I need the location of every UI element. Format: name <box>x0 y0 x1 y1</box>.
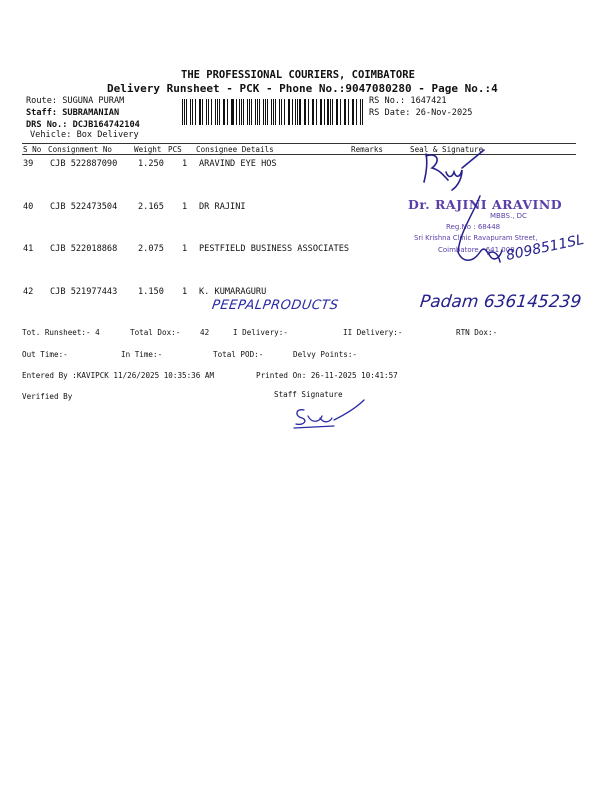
barcode-bar <box>279 99 280 125</box>
barcode-bar <box>292 99 293 125</box>
barcode-bar <box>356 99 357 125</box>
row-weight: 2.165 <box>138 202 164 212</box>
barcode-bar <box>236 99 237 125</box>
row-pcs: 1 <box>182 244 188 254</box>
in-time: In Time:- <box>121 350 163 359</box>
table-header-rule <box>22 154 576 155</box>
rs-date: RS Date: 26-Nov-2025 <box>369 108 473 118</box>
row-consignee: PESTFIELD BUSINESS ASSOCIATES <box>199 244 350 254</box>
stamp-name: Dr. RAJINI ARAVIND <box>408 197 563 212</box>
barcode-bar <box>259 99 260 125</box>
col-header-pcs: PCS <box>168 145 182 154</box>
row-weight: 2.075 <box>138 244 164 254</box>
ii-delivery: II Delivery:- <box>343 328 403 337</box>
staff-label: Staff: SUBRAMANIAN <box>26 108 120 118</box>
tot-runsheet: Tot. Runsheet:- 4 <box>22 328 100 337</box>
table-top-rule <box>22 143 576 144</box>
row-sno: 40 <box>23 202 34 212</box>
entered-by: Entered By :KAVIPCK 11/26/2025 10:35:36 AM <box>22 371 215 380</box>
drs-number: DRS No.: DCJB164742104 <box>26 120 140 130</box>
handwritten-recipient: Padam 636145239 <box>418 292 583 312</box>
col-header-sno: S No <box>23 145 42 154</box>
barcode-bar <box>332 99 333 125</box>
stamp-reg: Reg.No : 68448 <box>446 223 501 231</box>
col-header-consignee: Consignee Details <box>196 145 274 154</box>
total-dox-label: Total Dox:- <box>130 328 181 337</box>
stamp-city: Coimbatore - 641 008 <box>438 246 515 254</box>
rtn-dox: RTN Dox:- <box>456 328 498 337</box>
barcode-bar <box>327 99 328 125</box>
row-consignee: K. KUMARAGURU <box>199 287 267 297</box>
barcode-bar <box>190 99 191 125</box>
barcode-bar <box>227 99 228 125</box>
row-pcs: 1 <box>182 202 188 212</box>
rs-number: RS No.: 1647421 <box>369 96 447 106</box>
staff-signature <box>286 396 366 432</box>
row-consignee: ARAVIND EYE HOS <box>199 159 277 169</box>
row-sno: 39 <box>23 159 34 169</box>
row-sno: 42 <box>23 287 34 297</box>
total-dox-value: 42 <box>200 328 210 337</box>
company-title: THE PROFESSIONAL COURIERS, COIMBATORE <box>181 69 415 81</box>
runsheet-subtitle: Delivery Runsheet - PCK - Phone No.:9047080280 - Page No.:4 <box>107 82 498 95</box>
i-delivery: I Delivery:- <box>233 328 288 337</box>
col-header-seal-signature: Seal & Signature <box>410 145 484 154</box>
stamp-clinic: Sri Krishna Clinic Ravapuram Street, <box>414 234 538 242</box>
row-weight: 1.150 <box>138 287 164 297</box>
barcode-bar <box>353 99 354 125</box>
barcode-bar <box>305 99 306 125</box>
barcode-bar <box>299 99 300 125</box>
barcode-bar <box>182 99 183 125</box>
barcode-bar <box>206 99 207 125</box>
row-weight: 1.250 <box>138 159 164 169</box>
row-consignee: DR RAJINI <box>199 202 246 212</box>
out-time: Out Time:- <box>22 350 68 359</box>
staff-signature-label: Staff Signature <box>274 390 343 399</box>
barcode-bar <box>202 99 203 125</box>
signature-row-39 <box>418 146 488 196</box>
col-header-consignment: Consignment No <box>48 145 113 154</box>
barcode-bar <box>251 99 252 125</box>
barcode-bar <box>211 99 212 125</box>
barcode-bar <box>284 99 285 125</box>
row-consignment: CJB 521977443 <box>50 287 118 297</box>
col-header-weight: Weight <box>134 145 162 154</box>
drs-barcode <box>182 99 364 125</box>
barcode-bar <box>313 99 314 125</box>
row-pcs: 1 <box>182 159 188 169</box>
delvy-points: Delvy Points:- <box>293 350 358 359</box>
handwritten-note: PEEPALPRODUCTS <box>210 298 340 313</box>
total-pod: Total POD:- <box>213 350 264 359</box>
row-consignment: CJB 522473504 <box>50 202 118 212</box>
row-pcs: 1 <box>182 287 188 297</box>
vehicle-label: Vehicle: Box Delivery <box>30 130 139 140</box>
row-consignment: CJB 522887090 <box>50 159 118 169</box>
barcode-bar <box>340 99 341 125</box>
barcode-bar <box>267 99 268 125</box>
col-header-remarks: Remarks <box>351 145 384 154</box>
barcode-bar <box>219 99 220 125</box>
verified-by: Verified By <box>22 392 73 401</box>
row-consignment: CJB 522018868 <box>50 244 118 254</box>
barcode-bar <box>345 99 346 125</box>
row-sno: 41 <box>23 244 34 254</box>
route-label: Route: SUGUNA PURAM <box>26 96 125 106</box>
barcode-bar <box>271 99 272 125</box>
stamp-degree: MBBS., DC <box>490 212 527 220</box>
barcode-bar <box>316 99 317 125</box>
barcode-bar <box>192 99 193 125</box>
barcode-bar <box>232 99 233 125</box>
printed-on: Printed On: 26-11-2025 10:41:57 <box>256 371 398 380</box>
handwritten-phone: 8098511SL <box>504 231 586 264</box>
barcode-bar <box>247 99 248 125</box>
